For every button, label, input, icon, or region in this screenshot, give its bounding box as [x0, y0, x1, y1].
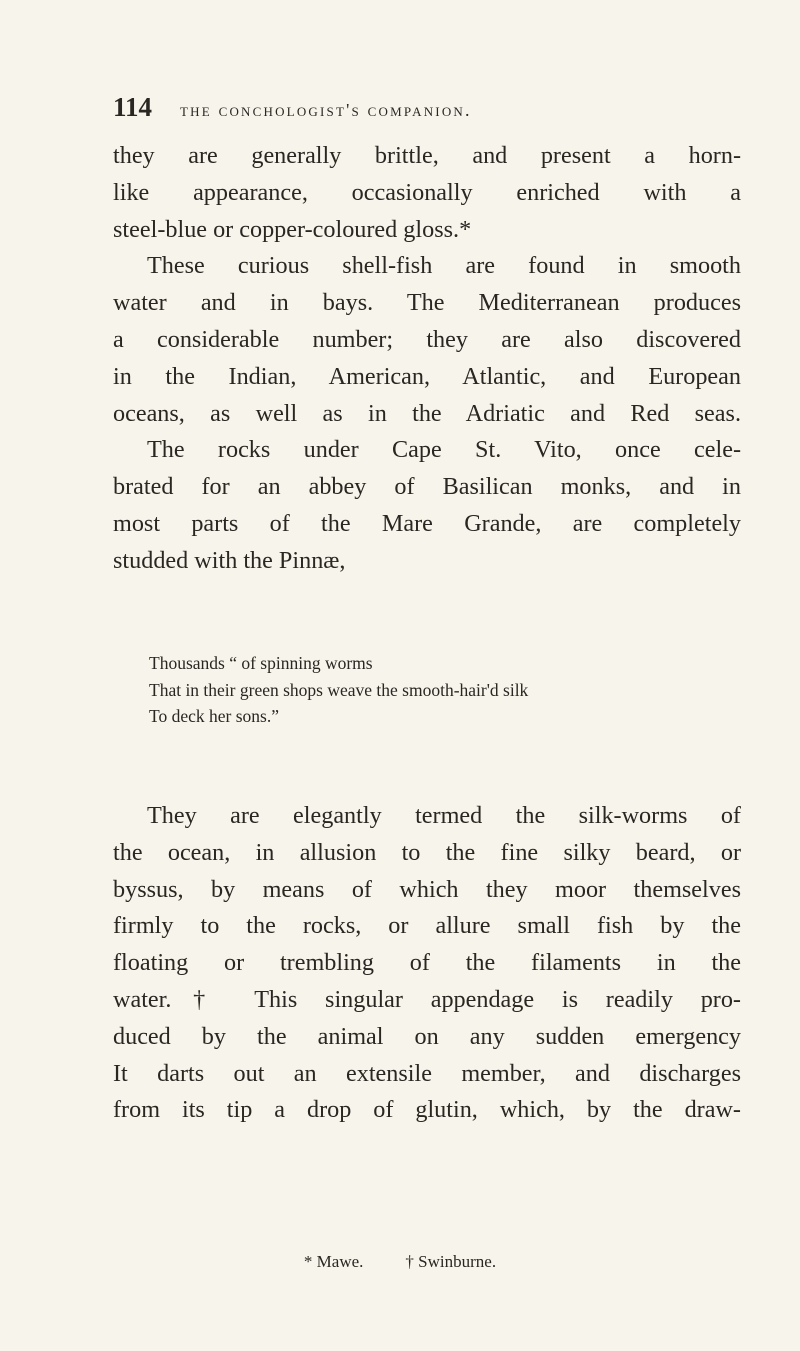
- text-line: byssus, by means of which they moor themselves: [113, 875, 741, 903]
- text-line: firmly to the rocks, or allure small fish by the: [113, 912, 741, 940]
- page-number: 114: [113, 92, 153, 122]
- paragraph-silk-worms: [113, 798, 741, 1129]
- page-header: [113, 92, 713, 132]
- text-line: from its tip a drop of glutin, which, by the draw-: [113, 1096, 741, 1124]
- quote-line: Thousands “ of spinning worms: [149, 653, 373, 673]
- quote-line: To deck her sons.”: [149, 706, 279, 726]
- text-line: water.† This singular appendage is readily pro-: [113, 985, 741, 1013]
- text-line: the ocean, in allusion to the fine silky beard, or: [113, 838, 741, 866]
- text-line: duced by the animal on any sudden emergency: [113, 1022, 741, 1050]
- text-line: they are generally brittle, and present a horn-: [113, 142, 741, 169]
- text-line: water and in bays. The Mediterranean produces: [113, 289, 741, 317]
- footnote-mawe: * Mawe.: [303, 1252, 364, 1271]
- text-line: studded with the Pinnæ,: [113, 546, 346, 574]
- paragraph-continuation: [113, 138, 741, 248]
- text-line: It darts out an extensile member, and discharges: [113, 1059, 741, 1087]
- running-title: the conchologist's companion.: [180, 100, 472, 120]
- verse-quotation: [149, 650, 689, 730]
- footnote-swinburne: † Swinburne.: [405, 1252, 497, 1271]
- text-line: like appearance, occasionally enriched with a: [113, 178, 741, 206]
- main-text-upper: [113, 138, 741, 580]
- main-text-lower: [113, 798, 741, 1129]
- text-line: They are elegantly termed the silk-worms of: [147, 802, 741, 829]
- quote-line: That in their green shops weave the smooth-hair'd silk: [149, 679, 529, 700]
- text-line: oceans, as well as in the Adriatic and Red seas.: [113, 399, 741, 427]
- text-line: These curious shell-fish are found in smooth: [147, 252, 741, 280]
- text-line: brated for an abbey of Basilican monks, and in: [113, 473, 741, 501]
- paragraph-cape-vito: [113, 432, 741, 579]
- text-line: in the Indian, American, Atlantic, and European: [113, 362, 741, 390]
- text-line: a considerable number; they are also discovered: [113, 325, 741, 353]
- paragraph-habitat: [113, 248, 741, 432]
- text-line: most parts of the Mare Grande, are completely: [113, 509, 741, 537]
- text-line: steel-blue or copper-coloured gloss.*: [113, 215, 472, 243]
- text-line: The rocks under Cape St. Vito, once cele-: [147, 436, 741, 464]
- footnotes: [0, 1252, 800, 1272]
- text-line: floating or trembling of the filaments in the: [113, 949, 741, 977]
